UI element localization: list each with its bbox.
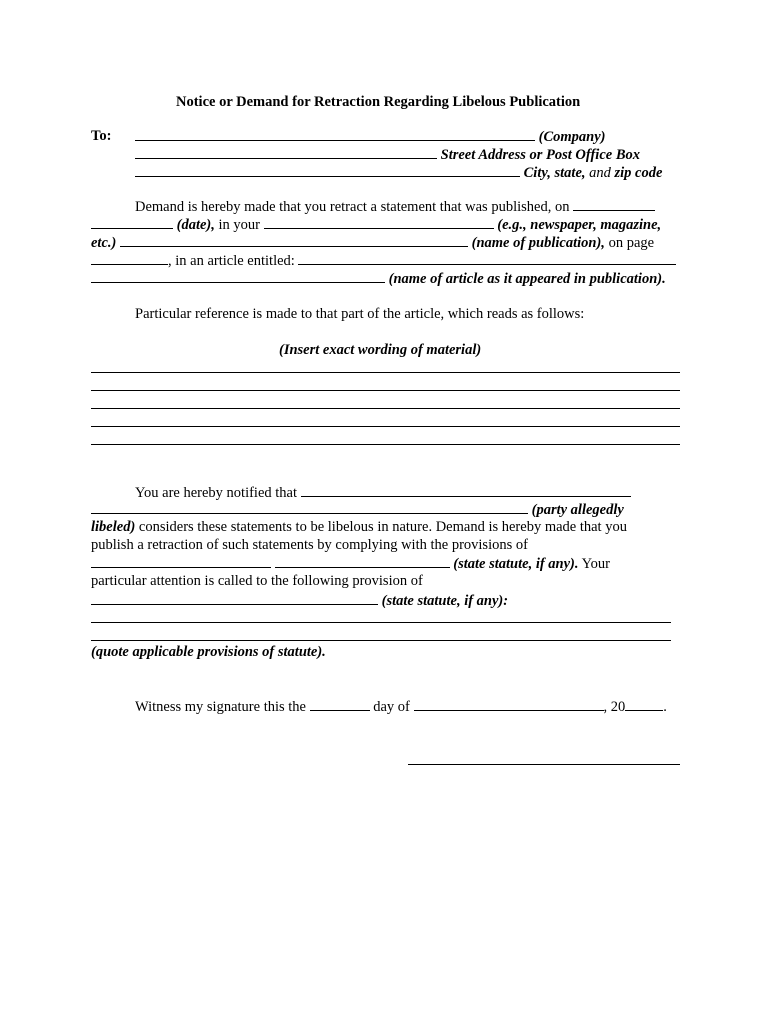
demand-text: Demand is hereby made that you retract a statement that was published, on — [135, 199, 570, 215]
material-line-5[interactable] — [91, 444, 680, 445]
notified-line-2 — [91, 501, 624, 519]
your-text: Your — [578, 556, 610, 572]
notified-line-6 — [91, 573, 423, 590]
company-blank[interactable] — [135, 128, 535, 141]
street-label: Street Address or Post Office Box — [440, 147, 640, 163]
quote-label: (quote applicable provisions of statute). — [91, 644, 326, 660]
demand-line-4 — [91, 252, 676, 270]
publication-name-blank[interactable] — [120, 234, 468, 247]
notified-text: You are hereby notified that — [135, 485, 298, 501]
party-blank-1[interactable] — [301, 484, 631, 497]
considers-text: considers these statements to be libelous in nature. Demand is hereby made that you — [135, 519, 627, 535]
signature-line[interactable] — [408, 764, 680, 765]
statute-blank-1[interactable] — [91, 555, 271, 568]
statute-provision-blank[interactable] — [91, 592, 378, 605]
attention-text: particular attention is called to the following provision of — [91, 573, 423, 589]
street-line — [135, 146, 640, 164]
month-blank[interactable] — [414, 698, 604, 711]
party-blank-2[interactable] — [91, 501, 528, 514]
eg-label: (e.g., newspaper, magazine, — [497, 217, 662, 233]
demand-line-5 — [91, 270, 666, 288]
demand-line-3 — [91, 234, 654, 252]
article-title-blank-1[interactable] — [298, 252, 676, 265]
demand-line-2 — [91, 216, 661, 234]
in-article-text: , in an article entitled: — [168, 253, 295, 269]
statute-label-2: (state statute, if any): — [381, 593, 509, 609]
year-prefix-text: , 20 — [603, 699, 626, 715]
publication-type-blank[interactable] — [264, 216, 494, 229]
material-line-1[interactable] — [91, 372, 680, 373]
quote-line-1[interactable] — [91, 622, 671, 623]
material-line-4[interactable] — [91, 426, 680, 427]
etc-label: etc.) — [91, 235, 117, 251]
article-title-blank-2[interactable] — [91, 270, 385, 283]
company-line — [135, 128, 605, 146]
notified-line-1 — [135, 484, 631, 502]
to-label: To: — [91, 128, 112, 144]
party-label: (party allegedly — [531, 502, 624, 518]
quote-line-2[interactable] — [91, 640, 671, 641]
notified-line-3 — [91, 519, 627, 536]
demand-line-1 — [135, 198, 655, 216]
publish-text: publish a retraction of such statements by complying with the provisions of — [91, 537, 528, 553]
date-blank[interactable] — [91, 216, 173, 229]
day-blank[interactable] — [310, 698, 370, 711]
notified-line-4 — [91, 537, 528, 554]
year-blank[interactable] — [625, 698, 663, 711]
witness-line — [135, 698, 667, 716]
city-line — [135, 164, 662, 182]
in-your-text: in your — [214, 217, 260, 233]
and-word: and — [589, 165, 611, 181]
particular-text: Particular reference is made to that part of the article, which reads as follows: — [135, 306, 585, 322]
publish-date-blank[interactable] — [573, 198, 655, 211]
period-text: . — [663, 699, 667, 715]
zip-label: zip code — [614, 165, 663, 181]
street-blank[interactable] — [135, 146, 437, 159]
on-page-text: on page — [604, 235, 655, 251]
day-of-text: day of — [369, 699, 414, 715]
insert-label: (Insert exact wording of material) — [279, 342, 482, 358]
company-label: (Company) — [538, 129, 606, 145]
material-line-2[interactable] — [91, 390, 680, 391]
material-line-3[interactable] — [91, 408, 680, 409]
statute-label-1: (state statute, if any). — [453, 556, 579, 572]
page-title: Notice or Demand for Retraction Regarding Libelous Publication — [176, 94, 581, 110]
name-publication-label: (name of publication), — [471, 235, 605, 251]
name-article-label: (name of article as it appeared in publication). — [388, 271, 666, 287]
notified-line-5 — [91, 555, 610, 573]
date-label: (date), — [176, 217, 215, 233]
notified-line-7 — [91, 592, 508, 610]
libeled-label: libeled) — [91, 519, 136, 535]
page-number-blank[interactable] — [91, 252, 168, 265]
city-label: City, state, — [523, 165, 586, 181]
witness-text: Witness my signature this the — [135, 699, 306, 715]
city-blank[interactable] — [135, 164, 520, 177]
statute-blank-2[interactable] — [275, 555, 450, 568]
